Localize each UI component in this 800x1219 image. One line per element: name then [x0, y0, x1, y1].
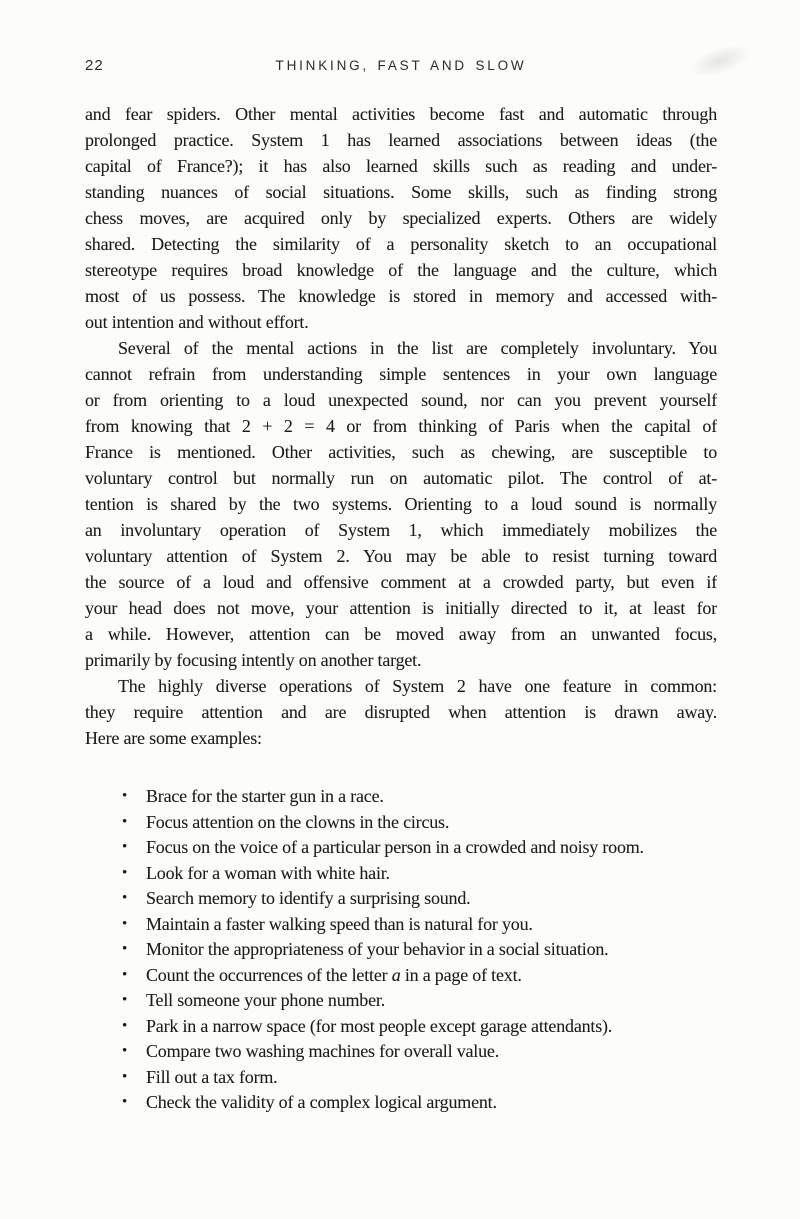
body-line: most of us possess. The knowledge is stored in memory and accessed with- — [85, 286, 717, 306]
bullet-text: Fill out a tax form. — [146, 1066, 278, 1087]
body-line: voluntary attention of System 2. You may be able to resist turning toward — [85, 546, 717, 566]
bullet-text: Focus attention on the clowns in the circus. — [146, 811, 450, 832]
list-item — [122, 963, 717, 989]
list-item — [122, 861, 717, 887]
body-paragraph — [85, 101, 717, 335]
list-item — [122, 835, 717, 861]
running-title: THINKING, FAST AND SLOW — [275, 58, 527, 73]
bullet-text: Brace for the starter gun in a race. — [146, 786, 384, 806]
list-item — [122, 1014, 717, 1040]
bullet-icon: • — [122, 788, 128, 804]
body-line: Several of the mental actions in the list are completely involuntary. You — [118, 338, 717, 358]
list-item — [122, 937, 717, 963]
body-line: a while. However, attention can be moved away from an unwanted focus, — [85, 624, 717, 644]
bullet-icon: • — [122, 839, 128, 855]
body-line: prolonged practice. System 1 has learned associations between ideas (the — [85, 130, 717, 150]
bullet-icon: • — [122, 941, 128, 957]
list-item — [122, 784, 717, 810]
bullet-icon: • — [122, 864, 128, 881]
body-line: The highly diverse operations of System 2 have one feature in common: — [118, 676, 717, 696]
bullet-text: Maintain a faster walking speed than is natural for you. — [146, 913, 533, 934]
list-item — [122, 988, 717, 1014]
bullet-list — [85, 784, 717, 1116]
bullet-text: Look for a woman with white hair. — [146, 862, 390, 883]
bullet-text: Count the occurrences of the letter a in a page of text. — [146, 964, 522, 985]
bullet-text: Monitor the appropriateness of your behavior in a social situation. — [146, 939, 609, 959]
body-line: shared. Detecting the similarity of a personality sketch to an occupational — [85, 234, 717, 254]
body-line: out intention and without effort. — [85, 312, 309, 332]
body-line: Here are some examples: — [85, 728, 262, 748]
bullet-icon: • — [122, 890, 128, 906]
bullet-text: Focus on the voice of a particular person in a crowded and noisy room. — [146, 837, 644, 857]
running-header — [85, 56, 717, 76]
list-item — [122, 1039, 717, 1065]
bullet-icon: • — [122, 1068, 128, 1085]
bullet-icon: • — [122, 813, 128, 830]
bullet-text: Park in a narrow space (for most people except garage attendants). — [146, 1015, 613, 1036]
body-line: tention is shared by the two systems. Orienting to a loud sound is normally — [85, 494, 717, 514]
body-line: cannot refrain from understanding simple sentences in your own language — [85, 364, 717, 384]
body-line: an involuntary operation of System 1, which immediately mobilizes the — [85, 520, 717, 540]
bullet-text: Check the validity of a complex logical argument. — [146, 1092, 497, 1112]
bullet-text: Compare two washing machines for overall value. — [146, 1041, 499, 1061]
body-line: stereotype requires broad knowledge of the language and the culture, which — [85, 260, 717, 280]
body-line: or from orienting to a loud unexpected sound, nor can you prevent yourself — [85, 390, 717, 410]
body-line: voluntary control but normally run on automatic pilot. The control of at- — [85, 468, 717, 488]
body-line: the source of a loud and offensive comment at a crowded party, but even if — [85, 572, 717, 592]
body-line: France is mentioned. Other activities, such as chewing, are susceptible to — [85, 442, 717, 462]
list-item — [122, 886, 717, 912]
list-item — [122, 810, 717, 836]
body-paragraph — [85, 673, 717, 751]
bullet-icon: • — [122, 915, 128, 932]
page-number: 22 — [85, 57, 104, 74]
body-line: from knowing that 2 + 2 = 4 or from thinking of Paris when the capital of — [85, 416, 717, 436]
body-line: they require attention and are disrupted when attention is drawn away. — [85, 702, 717, 722]
body-line: and fear spiders. Other mental activities become fast and automatic through — [85, 104, 717, 124]
body-line: capital of France?); it has also learned skills such as reading and under- — [85, 156, 717, 176]
text-block — [85, 101, 717, 1116]
list-item — [122, 1090, 717, 1116]
body-line: chess moves, are acquired only by specialized experts. Others are widely — [85, 208, 717, 228]
list-item — [122, 912, 717, 938]
body-line: your head does not move, your attention is initially directed to it, at least for — [85, 598, 717, 618]
bullet-icon: • — [122, 992, 128, 1008]
bullet-text: Search memory to identify a surprising sound. — [146, 888, 471, 908]
bullet-icon: • — [122, 1094, 128, 1110]
body-line: primarily by focusing intently on another target. — [85, 650, 422, 670]
body-paragraph — [85, 335, 717, 673]
bullet-icon: • — [122, 1043, 128, 1059]
list-item — [122, 1065, 717, 1091]
bullet-icon: • — [122, 1017, 128, 1034]
bullet-text: Tell someone your phone number. — [146, 990, 385, 1010]
body-line: standing nuances of social situations. Some skills, such as finding strong — [85, 182, 717, 202]
bullet-icon: • — [122, 966, 128, 983]
